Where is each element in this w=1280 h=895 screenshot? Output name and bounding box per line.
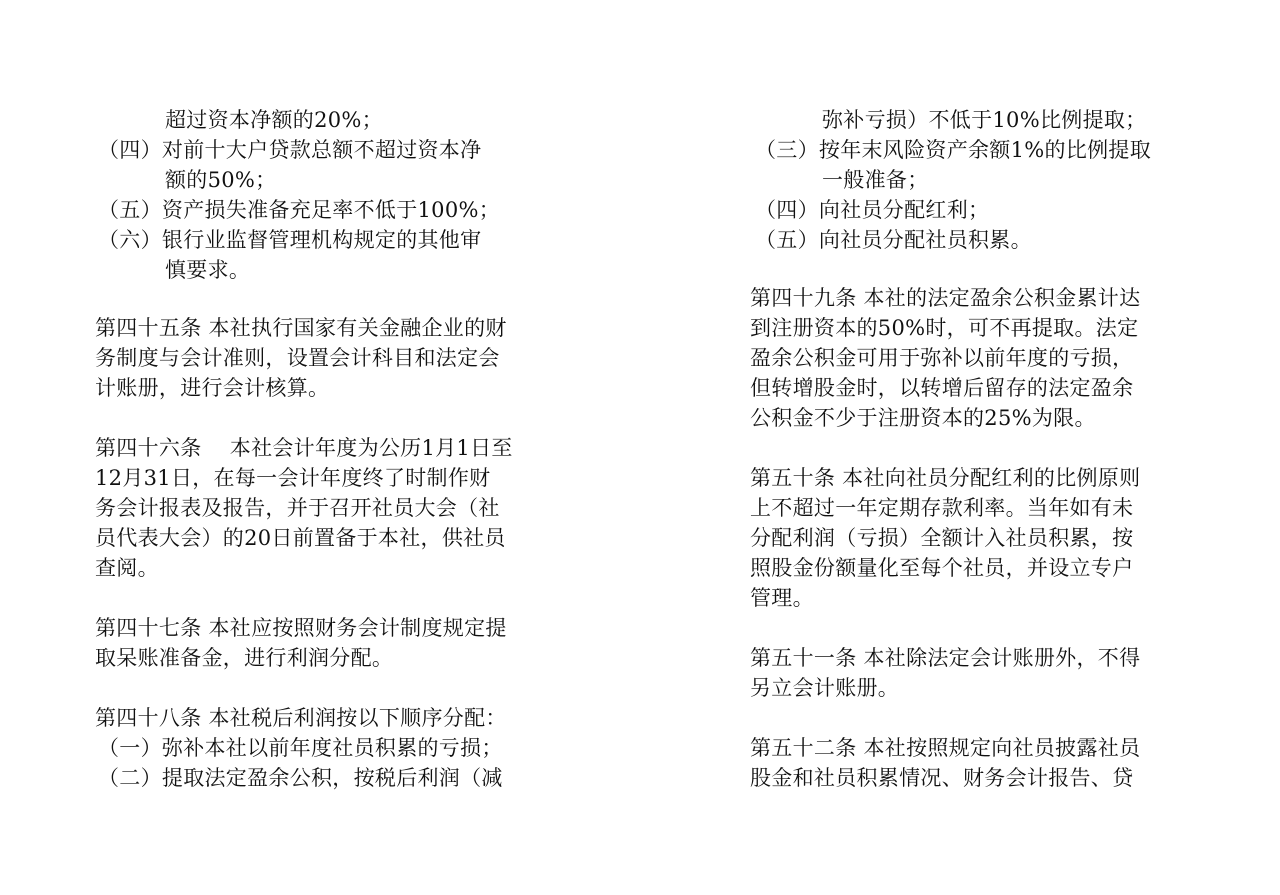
article-47-heading: 第四十七条 本社应按照财务会计制度规定提 (95, 616, 507, 640)
text-line: （三）按年末风险资产余额1%的比例提取 (755, 138, 1152, 162)
text-line: 公积金不少于注册资本的25%为限。 (750, 406, 1096, 430)
text-line: （六）银行业监督管理机构规定的其他审 (98, 228, 482, 252)
text-line: 管理。 (750, 586, 814, 610)
text-line: 员代表大会）的20日前置备于本社，供社员 (95, 526, 506, 550)
text-line: 照股金份额量化至每个社员，并设立专户 (750, 556, 1134, 580)
text-line: （四）对前十大户贷款总额不超过资本净 (98, 138, 482, 162)
text-line: 超过资本净额的20%； (165, 108, 383, 132)
text-line: 取呆账准备金，进行利润分配。 (95, 646, 394, 670)
text-line: 一般准备； (822, 168, 929, 192)
text-line: 计账册，进行会计核算。 (95, 376, 330, 400)
text-line: 额的50%； (165, 168, 277, 192)
text-line: 但转增股金时，以转增后留存的法定盈余 (750, 376, 1134, 400)
text-line: 查阅。 (95, 556, 159, 580)
text-line: 股金和社员积累情况、财务会计报告、贷 (750, 766, 1134, 790)
article-49-heading: 第四十九条 本社的法定盈余公积金累计达 (750, 286, 1141, 310)
text-line: 务会计报表及报告，并于召开社员大会（社 (95, 496, 500, 520)
text-line: （五）资产损失准备充足率不低于100%； (98, 198, 501, 222)
article-45-heading: 第四十五条 本社执行国家有关金融企业的财 (95, 316, 507, 340)
text-line: （一）弥补本社以前年度社员积累的亏损； (98, 736, 503, 760)
text-line: 务制度与会计准则，设置会计科目和法定会 (95, 346, 500, 370)
text-line: （二）提取法定盈余公积，按税后利润（减 (98, 766, 503, 790)
text-line: （五）向社员分配社员积累。 (755, 228, 1032, 252)
text-line: （四）向社员分配红利； (755, 198, 990, 222)
text-line: 盈余公积金可用于弥补以前年度的亏损， (750, 346, 1134, 370)
text-line: 分配利润（亏损）全额计入社员积累，按 (750, 526, 1134, 550)
article-51-heading: 第五十一条 本社除法定会计账册外，不得 (750, 646, 1141, 670)
text-line: 上不超过一年定期存款利率。当年如有未 (750, 496, 1134, 520)
right-page (640, 0, 1280, 895)
text-line: 慎要求。 (165, 258, 251, 282)
text-line: 12月31日，在每一会计年度终了时制作财 (95, 466, 491, 490)
text-line: 弥补亏损）不低于10%比例提取； (822, 108, 1147, 132)
text-line: 到注册资本的50%时，可不再提取。法定 (750, 316, 1139, 340)
article-48-heading: 第四十八条 本社税后利润按以下顺序分配： (95, 706, 507, 730)
text-line: 另立会计账册。 (750, 676, 900, 700)
article-52-heading: 第五十二条 本社按照规定向社员披露社员 (750, 736, 1141, 760)
article-50-heading: 第五十条 本社向社员分配红利的比例原则 (750, 466, 1141, 490)
article-46-heading: 第四十六条 本社会计年度为公历1月1日至 (95, 436, 513, 460)
